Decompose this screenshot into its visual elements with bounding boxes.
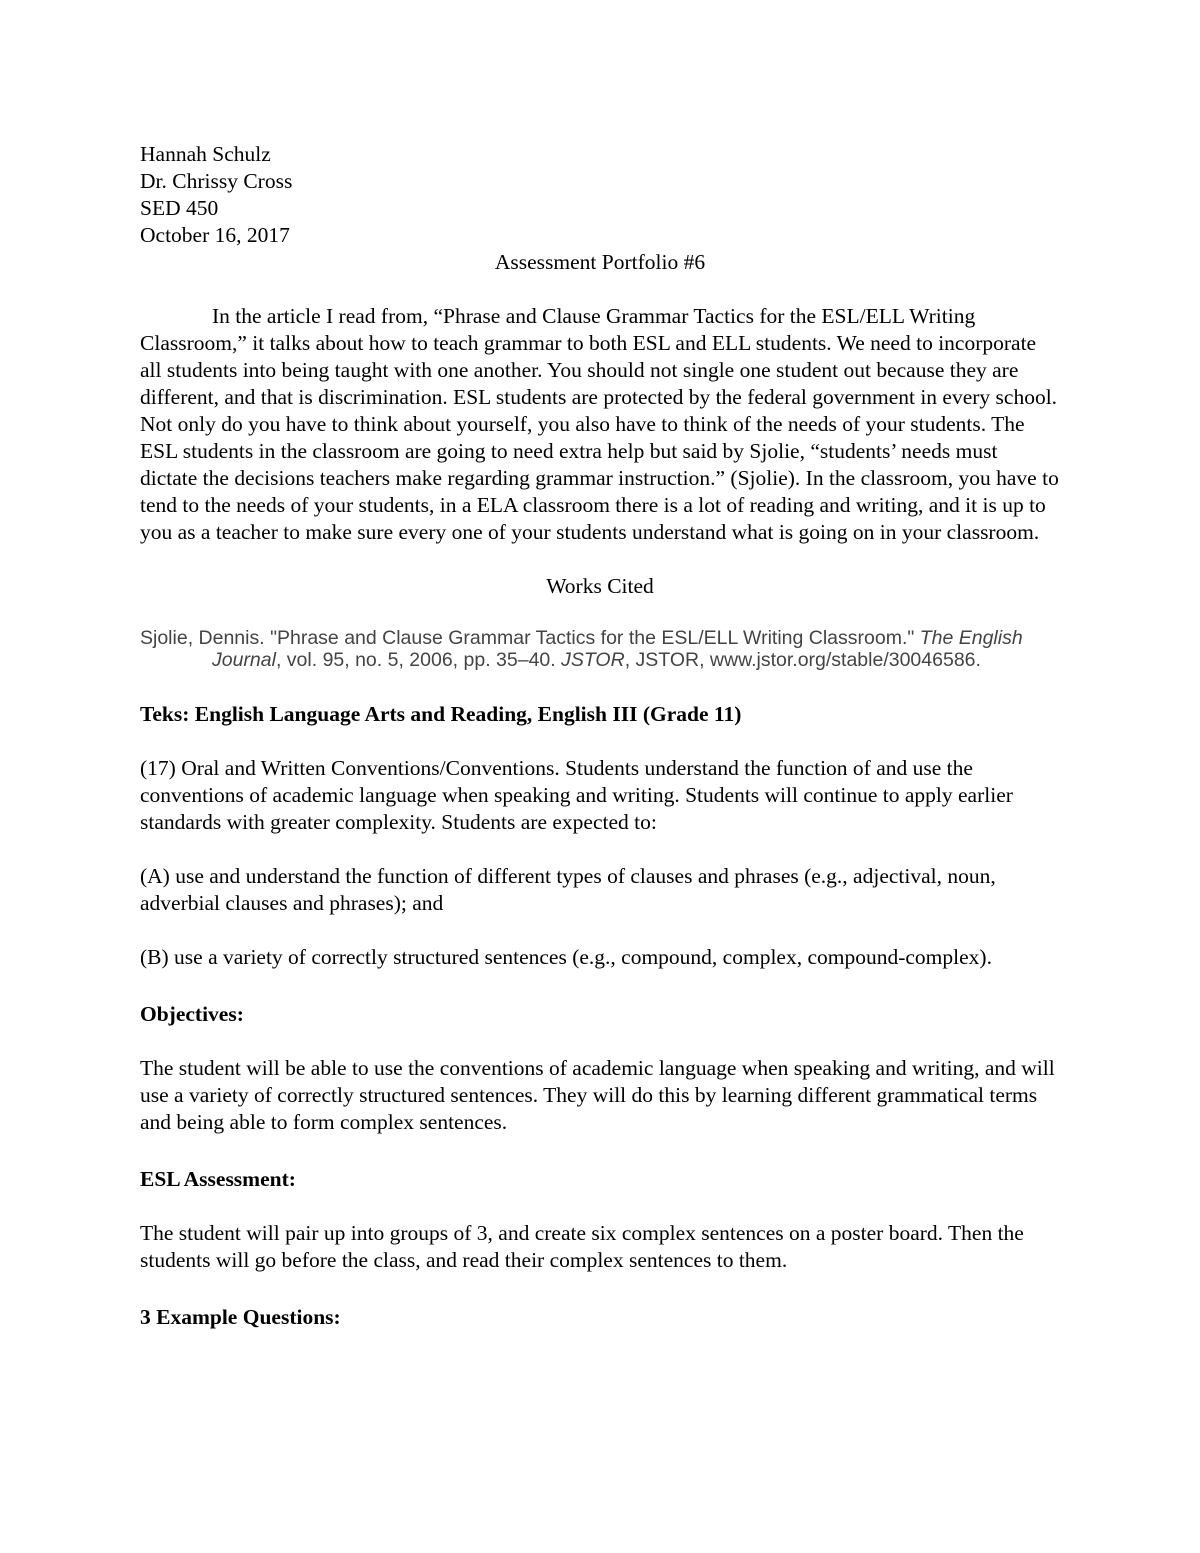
citation-text-part3: , JSTOR, www.jstor.org/stable/30046586. [624, 649, 981, 671]
body-paragraph: In the article I read from, “Phrase and Clause Grammar Tactics for the ESL/ELL Writing Classroom,” it talks about how to teach grammar to both ESL and ELL students. We need to incorporate all students into being taught with one another. You should not single one student out because they are different, and that is discrimination. ESL students are protected by the federal government in every school. Not only do you have to think about yourself, you also have to think of the needs of your students. The ESL students in the classroom are going to need extra help but said by Sjolie, “students’ needs must dictate the decisions teachers make regarding grammar instruction.” (Sjolie). In the classroom, you have to tend to the needs of your students, in a ELA classroom there is a lot of reading and writing, and it is up to you as a teacher to make sure every one of your students understand what is going on in your classroom. [140, 304, 1059, 544]
citation-database: JSTOR [561, 649, 625, 671]
teks-standard: (17) Oral and Written Conventions/Conventions. Students understand the function of and use the conventions of academic language when speaking and writing. Students will continue to apply earlier standards with greater complexity. Students are expected to: [140, 756, 1013, 834]
document-title: Assessment Portfolio #6 [494, 250, 706, 274]
example-questions-heading: 3 Example Questions: [140, 1305, 341, 1329]
instructor-name: Dr. Chrissy Cross [140, 169, 293, 193]
citation-entry [140, 627, 1060, 671]
teks-item-a: (A) use and understand the function of different types of clauses and phrases (e.g., adjectival, noun, adverbial clauses and phrases); and [140, 864, 996, 915]
course-code: SED 450 [140, 196, 219, 220]
objectives-text: The student will be able to use the conventions of academic language when speaking and writing, and will use a variety of correctly structured sentences. They will do this by learning different grammatical terms and being able to form complex sentences. [140, 1056, 1055, 1134]
citation-text-part2: , vol. 95, no. 5, 2006, pp. 35–40. [275, 649, 562, 671]
citation-journal: The English Journal [212, 627, 1023, 671]
teks-heading: Teks: English Language Arts and Reading, English III (Grade 11) [140, 702, 742, 726]
esl-assessment-heading: ESL Assessment: [140, 1167, 296, 1191]
header-block [140, 141, 1060, 249]
works-cited-heading: Works Cited [546, 574, 654, 598]
citation-text-part1: Sjolie, Dennis. "Phrase and Clause Grammar Tactics for the ESL/ELL Writing Classroom." [140, 627, 920, 649]
teks-item-b: (B) use a variety of correctly structured sentences (e.g., compound, complex, compound-complex). [140, 945, 992, 969]
objectives-heading: Objectives: [140, 1002, 244, 1026]
author-name: Hannah Schulz [140, 142, 271, 166]
document-date: October 16, 2017 [140, 223, 290, 247]
esl-assessment-text: The student will pair up into groups of 3, and create six complex sentences on a poster board. Then the students will go before the class, and read their complex sentences to them. [140, 1221, 1024, 1272]
document-content [140, 141, 1060, 1331]
